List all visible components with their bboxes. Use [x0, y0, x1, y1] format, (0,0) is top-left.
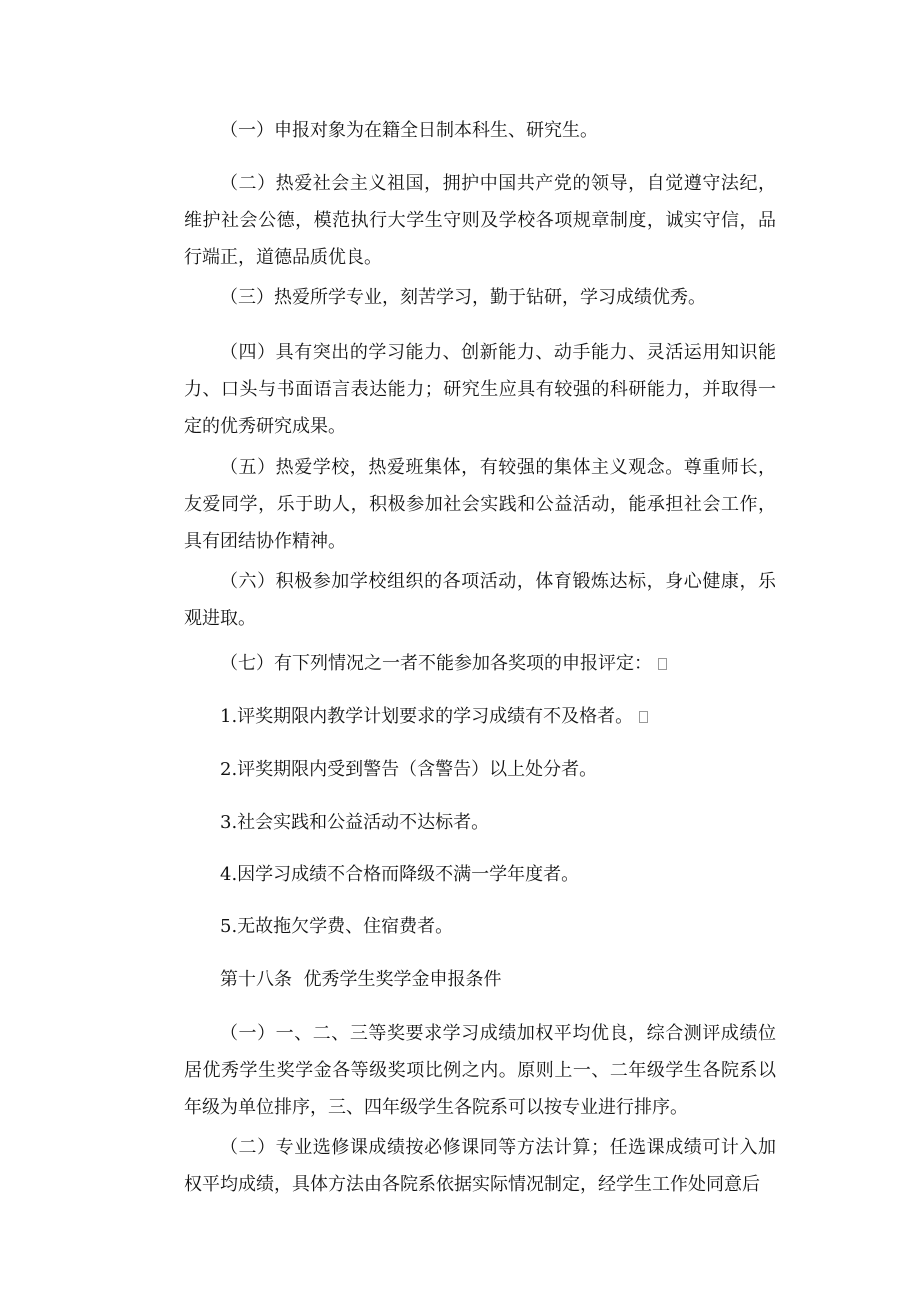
missing-glyph-box: [658, 658, 667, 670]
criterion-4: （四）具有突出的学习能力、创新能力、动手能力、灵活运用知识能力、口头与书面语言表达能力；研究生应具有较强的科研能力，并取得一定的优秀研究成果。: [184, 342, 776, 437]
criterion-7-text: （七）有下列情况之一者不能参加各奖项的申报评定：: [220, 653, 652, 674]
article-18-item-1: （一）一、二、三等奖要求学习成绩加权平均优良，综合测评成绩位居优秀学生奖学金各等级奖项比例之内。原则上一、二年级学生各院系以年级为单位排序，三、四年级学生各院系可以按专业进行排序。: [184, 1023, 776, 1118]
exclusion-5: 5.无故拖欠学费、住宿费者。: [220, 916, 454, 937]
article-18-item-2: （二）专业选修课成绩按必修课同等方法计算；任选课成绩可计入加权平均成绩，具体方法由各院系依据实际情况制定，经学生工作处同意后: [184, 1137, 776, 1195]
missing-glyph-box: [639, 711, 648, 723]
criterion-3: （三）热爱所学专业，刻苦学习，勤于钻研，学习成绩优秀。: [220, 287, 706, 308]
article-18-heading: 第十八条 优秀学生奖学金申报条件: [220, 969, 502, 990]
criterion-6: （六）积极参加学校组织的各项活动，体育锻炼达标，身心健康，乐观进取。: [184, 571, 776, 629]
exclusion-1: [220, 698, 776, 735]
exclusion-1-text: 1.评奖期限内教学计划要求的学习成绩有不及格者。: [220, 706, 634, 727]
exclusion-2: 2.评奖期限内受到警告（含警告）以上处分者。: [220, 759, 598, 780]
criterion-2: （二）热爱社会主义祖国，拥护中国共产党的领导，自觉遵守法纪，维护社会公德，模范执行大学生守则及学校各项规章制度，诚实守信，品行端正，道德品质优良。: [184, 173, 776, 268]
criterion-7: [184, 645, 776, 682]
exclusion-3: 3.社会实践和公益活动不达标者。: [220, 812, 490, 833]
document-page: [184, 0, 776, 1302]
criterion-1: （一）申报对象为在籍全日制本科生、研究生。: [220, 120, 598, 141]
exclusion-4: 4.因学习成绩不合格而降级不满一学年度者。: [220, 864, 580, 885]
criterion-5: （五）热爱学校，热爱班集体，有较强的集体主义观念。尊重师长，友爱同学，乐于助人，积极参加社会实践和公益活动，能承担社会工作，具有团结协作精神。: [184, 457, 776, 552]
